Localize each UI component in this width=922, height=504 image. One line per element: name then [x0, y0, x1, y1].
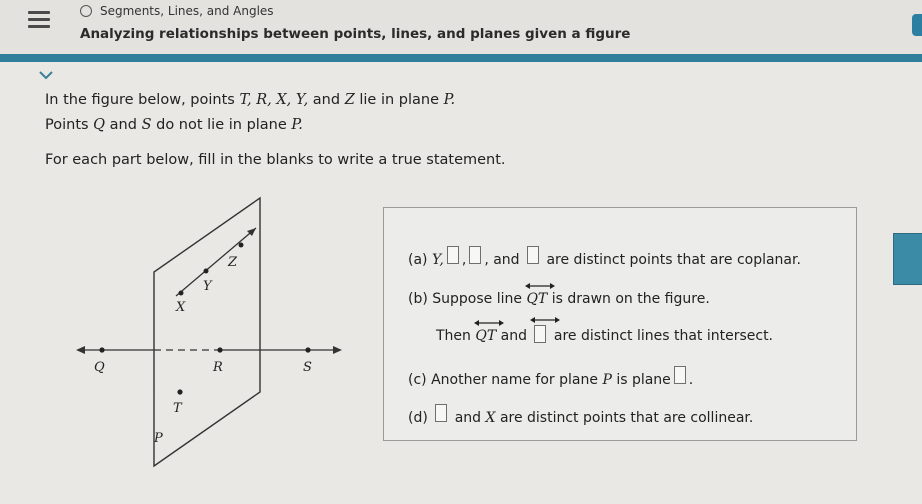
part-c-row	[408, 366, 693, 388]
separator: ,	[461, 252, 467, 268]
separator: , and	[484, 252, 520, 268]
label-q: Q	[94, 360, 105, 375]
page-title: Analyzing relationships between points, lines, and planes given a figure	[80, 26, 631, 42]
part-text: are distinct points that are collinear.	[499, 410, 754, 426]
problem-text: lie in plane	[359, 92, 440, 108]
side-panel-tab[interactable]	[893, 233, 922, 285]
part-text: is plane	[616, 372, 671, 388]
part-text: Suppose line	[432, 291, 522, 307]
part-text: are distinct points that are coplanar.	[546, 252, 801, 268]
line-through-z	[176, 228, 256, 296]
point-name: X	[485, 410, 496, 426]
label-s: S	[303, 360, 312, 375]
menu-icon[interactable]	[28, 11, 50, 29]
side-tab[interactable]	[912, 14, 922, 36]
part-text: Then	[436, 328, 471, 344]
point-t	[177, 389, 182, 394]
point-y	[204, 269, 209, 274]
chevron-down-icon[interactable]	[38, 66, 54, 78]
plane-name: P	[602, 372, 612, 388]
problem-text: In the figure below, points	[45, 92, 235, 108]
point-name: Q	[93, 117, 106, 133]
topic-row	[80, 4, 274, 18]
line-notation	[526, 291, 547, 307]
plane-diagram	[40, 190, 360, 470]
answer-blank-a1[interactable]	[447, 246, 459, 264]
line-name: QT	[526, 291, 548, 307]
part-label: (c)	[408, 372, 427, 388]
answer-blank-b[interactable]	[534, 325, 546, 343]
part-text: are distinct lines that intersect.	[553, 328, 774, 344]
label-x: X	[176, 300, 186, 315]
topic-title: Segments, Lines, and Angles	[100, 4, 274, 18]
arrowhead	[333, 346, 342, 354]
part-label: (a)	[408, 252, 428, 268]
problem-text: do not lie in plane	[156, 117, 287, 133]
answer-blank-d[interactable]	[435, 404, 447, 422]
problem-line-1	[45, 92, 455, 108]
line-blank-notation	[531, 325, 549, 344]
label-r: R	[213, 360, 223, 375]
part-a-row	[408, 246, 801, 268]
line-name: QT	[475, 328, 497, 344]
label-y: Y	[203, 279, 212, 294]
line-arrow-icon	[474, 319, 504, 327]
part-label: (b)	[408, 291, 428, 307]
answer-blank-c[interactable]	[674, 366, 686, 384]
problem-text: and	[312, 92, 341, 108]
header-bar	[0, 0, 922, 55]
part-b-row-2	[436, 325, 773, 344]
plane-name: P.	[291, 117, 303, 133]
line-arrow-icon	[530, 316, 560, 324]
part-d-row	[408, 404, 753, 426]
answer-blank-a2[interactable]	[469, 246, 481, 264]
instruction-text: For each part below, fill in the blanks to write a true statement.	[45, 152, 506, 168]
answer-blank-a3[interactable]	[527, 246, 539, 264]
point-q	[99, 347, 104, 352]
part-label: (d)	[408, 410, 428, 426]
label-z: Z	[228, 255, 238, 270]
label-p: P	[154, 431, 163, 446]
line-arrow-icon	[525, 282, 555, 290]
part-text: is drawn on the figure.	[551, 291, 710, 307]
separator: .	[688, 372, 694, 388]
line-notation	[475, 328, 496, 344]
point-list: T, R, X, Y,	[239, 92, 309, 108]
problem-line-2	[45, 117, 303, 133]
accent-bar	[0, 54, 922, 62]
part-text: Another name for plane	[431, 372, 598, 388]
point-x	[179, 291, 184, 296]
label-t: T	[173, 401, 182, 416]
problem-text: and	[109, 117, 137, 133]
plane-name: P.	[443, 92, 456, 108]
point-s	[305, 347, 310, 352]
point-name: Y,	[431, 252, 444, 268]
separator: and	[500, 328, 527, 344]
point-name: S	[141, 117, 152, 133]
progress-circle-icon	[80, 5, 92, 17]
point-z	[239, 243, 244, 248]
separator: and	[454, 410, 482, 426]
point-name: Z	[344, 92, 355, 108]
part-b-row-1	[408, 291, 710, 307]
problem-text: Points	[45, 117, 89, 133]
point-r	[217, 347, 222, 352]
arrowhead	[76, 346, 85, 354]
